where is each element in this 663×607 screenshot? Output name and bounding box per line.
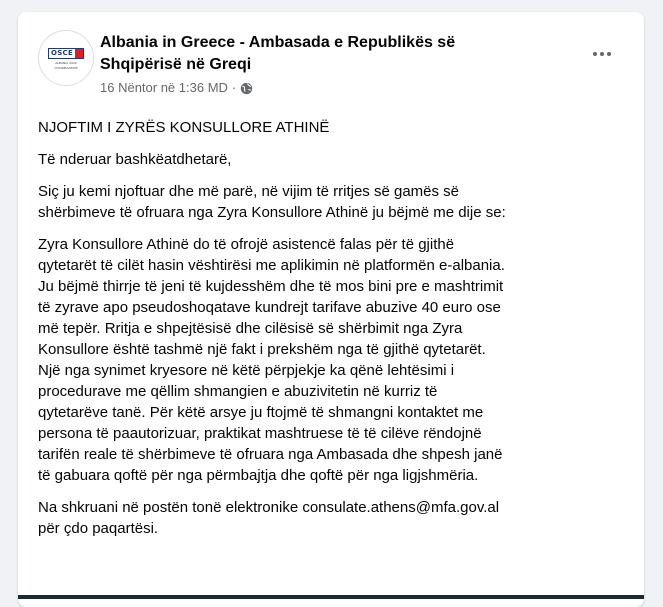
post-greeting: Të nderuar bashkëatdhetarë, (38, 151, 232, 168)
post-body (38, 117, 638, 550)
osce-logo-subtext: ALBANIA 2020 CHAIRMANSHIP (54, 61, 78, 70)
post-heading: NJOFTIM I ZYRËS KONSULLORE ATHINË (38, 119, 330, 136)
post-paragraph-contact: Na shkruani në postën tonë elektronike consulate.athens@mfa.gov.al për çdo paqartësi. (38, 499, 500, 537)
osce-logo (48, 48, 84, 59)
page-name-link[interactable]: Albania in Greece - Ambasada e Republikës së Shqipërisë në Greqi (100, 34, 456, 73)
osce-logo-text: OSCE (50, 49, 74, 57)
page-avatar[interactable] (38, 30, 94, 86)
post-card (18, 12, 644, 607)
meta-separator: · (231, 80, 237, 95)
bottom-bar (18, 595, 644, 599)
more-options-button[interactable] (584, 36, 620, 72)
post-paragraph: Siç ju kemi njoftuar dhe më parë, në vijim të rritjes së gamës së shërbimeve të ofruara nga Zyra Konsullore Athinë ju bëjmë me dije se: (38, 183, 506, 221)
post-meta (100, 80, 253, 96)
post-header (18, 12, 644, 102)
more-horizontal-icon (593, 52, 611, 56)
globe-icon[interactable] (240, 82, 253, 95)
post-timestamp[interactable]: 16 Nëntor në 1:36 MD (100, 80, 228, 95)
post-paragraph: Zyra Konsullore Athinë do të ofrojë asistencë falas për të gjithë qytetarët të cilët hasin vështirësi me aplikimin në platformën e-albania. Ju bëjmë thirrje të jeni të kujdesshëm dhe të mos bini pre e mashtrimit të zyrave apo pseudoshoqatave kundrejt tarifave abuzive 40 euro ose më tepër. Rritja e shpejtësisë dhe cilësisë së shërbimit nga Zyra Konsullore është tashmë një fakt i prekshëm nga të gjithë qytetarët. Një nga synimet kryesore në këtë përpjekje ka qënë lehtësimi i procedurave me qëllim shmangien e abuzivitetin në kurriz të qytetarëve tanë. Për këtë arsye ju ftojmë të shmangni kontaktet me persona të paautorizuar, praktikat mashtruese të të cilëve rëndojnë tarifën reale të shërbimeve të ofruara nga Ambasada dhe shpesh janë të gabuara qoftë për nga përmbajtja dhe qoftë për nga ligjshmëria. (38, 236, 505, 484)
albania-flag-mark (75, 49, 83, 58)
